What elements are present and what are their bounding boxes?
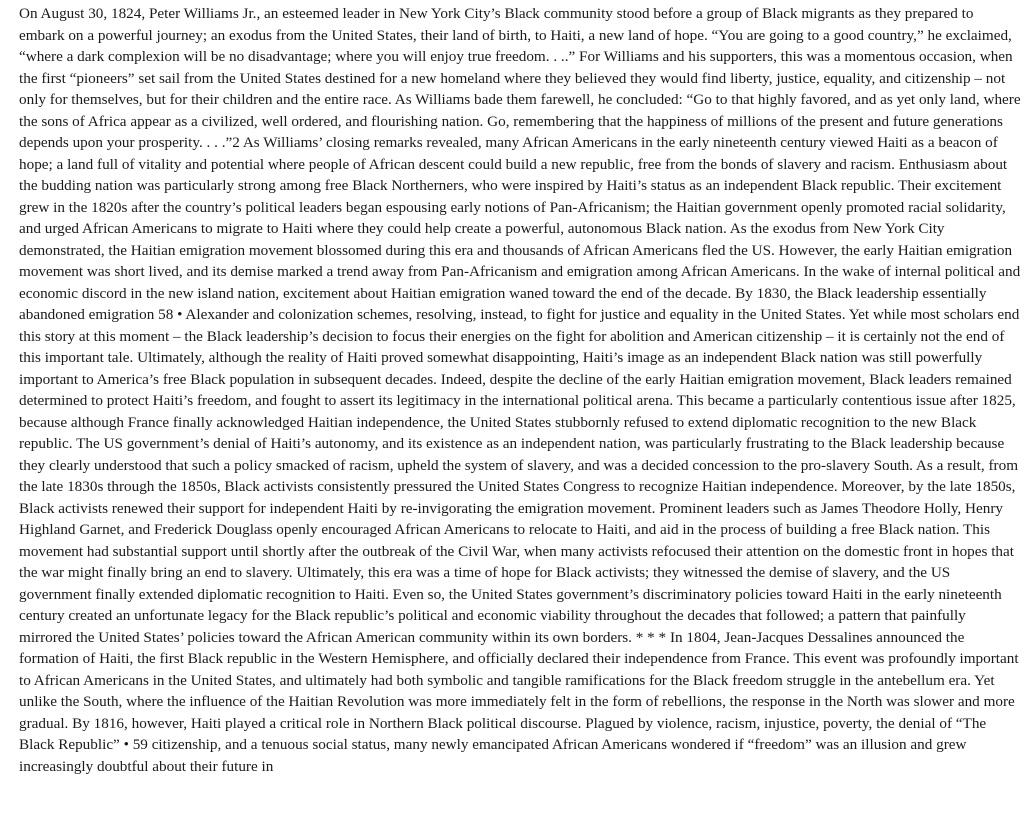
document-page [19, 3, 1022, 777]
body-text: On August 30, 1824, Peter Williams Jr., an esteemed leader in New York City’s Black community stood before a group of Black migrants as they prepared to embark on a powerful journey; an exodus from the United States, their land of birth, to Haiti, a new land of hope. “You are going to a good country,” he exclaimed, “where a dark complexion will be no disadvantage; where you will enjoy true freedom. . ..” For Williams and his supporters, this was a momentous occasion, when the first “pioneers” set sail from the United States destined for a new homeland where they believed they would find liberty, justice, equality, and citizenship – not only for themselves, but for their children and the entire race. As Williams bade them farewell, he concluded: “Go to that highly favored, and as yet only land, where the sons of Africa appear as a civilized, well ordered, and flourishing nation. Go, remembering that the happiness of millions of the present and future generations depends upon your prosperity. . . .”2 As Williams’ closing remarks revealed, many African Americans in the early nineteenth century viewed Haiti as a beacon of hope; a land full of vitality and potential where people of African descent could build a new republic, free from the bonds of slavery and racism. Enthusiasm about the budding nation was particularly strong among free Black Northerners, who were inspired by Haiti’s status as an independent Black republic. Their excitement grew in the 1820s after the country’s political leaders began espousing early notions of Pan-Africanism; the Haitian government openly promoted racial solidarity, and urged African Americans to migrate to Haiti where they could help create a powerful, autonomous Black nation. As the exodus from New York City demonstrated, the Haitian emigration movement blossomed during this era and thousands of African Americans fled the US. However, the early Haitian emigration movement was short lived, and its demise marked a trend away from Pan-Africanism and emigration among African Americans. In the wake of internal political and economic discord in the new island nation, excitement about Haitian emigration waned toward the end of the decade. By 1830, the Black leadership essentially abandoned emigration 58 • Alexander and colonization schemes, resolving, instead, to fight for justice and equality in the United States. Yet while most scholars end this story at this moment – the Black leadership’s decision to focus their energies on the fight for abolition and American citizenship – it is certainly not the end of this important tale. Ultimately, although the reality of Haiti proved somewhat disappointing, Haiti’s image as an independent Black nation was still powerfully important to America’s free Black population in subsequent decades. Indeed, despite the decline of the early Haitian emigration movement, Black leaders remained determined to protect Haiti’s freedom, and fought to assert its legitimacy in the international political arena. This became a particularly contentious issue after 1825, because although France finally acknowledged Haitian independence, the United States stubbornly refused to extend diplomatic recognition to the new Black republic. The US government’s denial of Haiti’s autonomy, and its existence as an independent nation, was particularly frustrating to the Black leadership because they clearly understood that such a policy smacked of racism, upheld the system of slavery, and was a decided concession to the pro-slavery South. As a result, from the late 1830s through the 1850s, Black activists consistently pressured the United States Congress to recognize Haitian independence. Moreover, by the late 1850s, Black activists renewed their support for independent Haiti by re-invigorating the emigration movement. Prominent leaders such as James Theodore Holly, Henry Highland Garnet, and Frederick Douglass openly encouraged African Americans to relocate to Haiti, and aid in the process of building a free Black nation. This movement had substantial support until shortly after the outbreak of the Civil War, when many activists refocused their attention on the domestic front in hopes that the war might finally bring an end to slavery. Ultimately, this era was a time of hope for Black activists; they witnessed the demise of slavery, and the US government finally extended diplomatic recognition to Haiti. Even so, the United States government’s discriminatory policies toward Haiti in the early nineteenth century created an unfortunate legacy for the Black republic’s political and economic viability throughout the decades that followed; a pattern that painfully mirrored the United States’ policies toward the African American community within its own borders. * * * In 1804, Jean-Jacques Dessalines announced the formation of Haiti, the first Black republic in the Western Hemisphere, and officially declared their independence from France. This event was profoundly important to African Americans in the United States, and ultimately had both symbolic and tangible ramifications for the Black freedom struggle in the antebellum era. Yet unlike the South, where the influence of the Haitian Revolution was more immediately felt in the form of rebellions, the response in the North was slower and more gradual. By 1816, however, Haiti played a critical role in Northern Black political discourse. Plagued by violence, racism, injustice, poverty, the denial of “The Black Republic” • 59 citizenship, and a tenuous social status, many newly emancipated African Americans wondered if “freedom” was an illusion and grew increasingly doubtful about their future in [19, 5, 1021, 775]
